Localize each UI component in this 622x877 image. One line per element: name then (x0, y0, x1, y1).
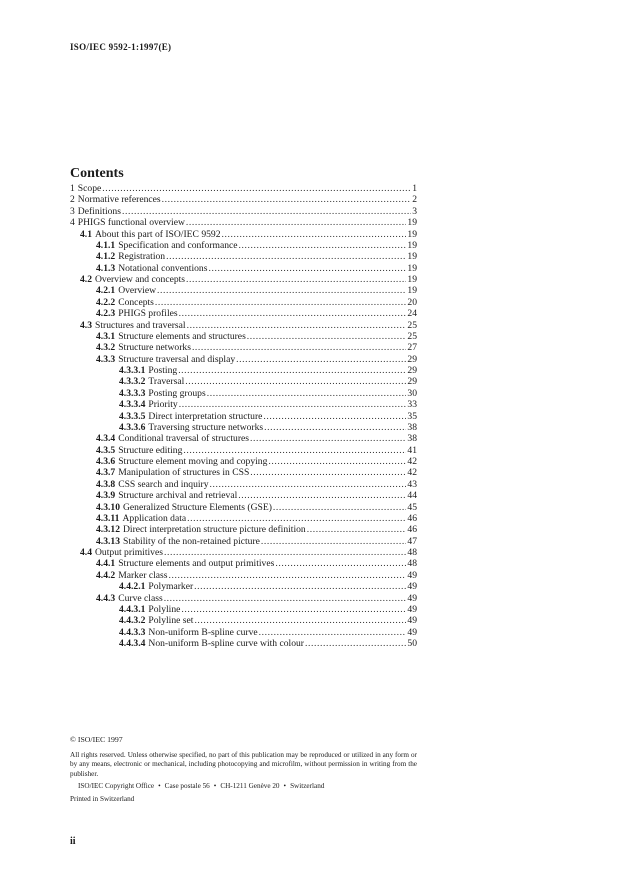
toc-entry[interactable] (70, 638, 417, 649)
toc-leader-dots (181, 604, 406, 615)
toc-entry-number: 4.4.3.4 (119, 638, 146, 649)
toc-entry-title: Structures and traversal (95, 319, 186, 331)
toc-entry-title: Output primitives (95, 547, 163, 558)
toc-entry-title: Conditional traversal of structures (118, 433, 250, 445)
toc-entry-page: 19 (407, 285, 417, 297)
toc-entry-number: 4.3.10 (96, 501, 120, 513)
toc-entry-page: 19 (407, 262, 417, 274)
toc-entry-page: 49 (407, 626, 417, 638)
toc-entry-number: 4.3.7 (96, 467, 116, 479)
toc-entry-title: CSS search and inquiry (118, 478, 209, 490)
toc-entry[interactable] (70, 354, 417, 365)
toc-entry-number: 4.3 (80, 319, 92, 331)
office-country: Switzerland (290, 782, 325, 791)
toc-entry-title: Application data (122, 512, 187, 524)
toc-entry-page: 29 (407, 376, 417, 388)
toc-leader-dots (186, 217, 406, 228)
toc-leader-dots (247, 331, 407, 342)
toc-entry[interactable] (70, 547, 417, 558)
toc-entry-number: 4.3.3.6 (119, 421, 146, 433)
toc-entry-page: 49 (407, 592, 417, 604)
toc-entry-page: 48 (407, 547, 417, 558)
copyright-office-line (70, 782, 417, 792)
toc-entry[interactable] (70, 467, 417, 478)
toc-entry-number: 4.3.8 (96, 478, 116, 490)
toc-entry-title: Structure element moving and copying (118, 456, 268, 467)
toc-entry[interactable] (70, 524, 417, 535)
toc-entry-page: 46 (407, 524, 417, 536)
toc-leader-dots (268, 456, 406, 467)
toc-entry-page: 2 (412, 194, 417, 206)
toc-leader-dots (239, 240, 407, 251)
toc-entry-title: PHIGS functional overview (77, 217, 185, 229)
toc-entry-page: 44 (407, 490, 417, 502)
toc-leader-dots (164, 547, 406, 558)
toc-entry-page: 27 (407, 342, 417, 354)
toc-entry-title: Polyline set (148, 615, 194, 627)
toc-entry[interactable] (70, 229, 417, 240)
toc-entry-page: 1 (412, 183, 417, 194)
toc-leader-dots (250, 433, 406, 444)
toc-leader-dots (157, 285, 406, 296)
office-name: ISO/IEC Copyright Office (78, 782, 155, 791)
toc-entry-number: 4.2 (80, 274, 92, 285)
toc-entry-number: 3 (70, 205, 75, 217)
toc-leader-dots (261, 536, 406, 547)
toc-entry[interactable] (70, 263, 417, 274)
toc-leader-dots (187, 320, 407, 331)
toc-leader-dots (183, 445, 406, 456)
toc-leader-dots (273, 502, 407, 513)
toc-entry-title: Posting (148, 365, 178, 376)
toc-entry-page: 47 (407, 535, 417, 547)
toc-leader-dots (210, 479, 407, 490)
toc-entry-number: 4.3.6 (96, 456, 116, 467)
toc-entry[interactable] (70, 308, 417, 319)
toc-entry-number: 4.1 (80, 228, 92, 240)
page-number: ii (70, 836, 76, 847)
toc-entry[interactable] (70, 536, 417, 547)
toc-entry-number: 4.4.3.3 (119, 626, 146, 638)
toc-leader-dots (263, 411, 406, 422)
toc-leader-dots (186, 274, 406, 285)
toc-leader-dots (166, 251, 406, 262)
toc-entry[interactable] (70, 411, 417, 422)
bullet-separator: • (283, 782, 287, 791)
toc-leader-dots (122, 206, 411, 217)
toc-entry-number: 4.2.2 (96, 296, 116, 308)
toc-entry-page: 48 (407, 558, 417, 570)
toc-entry-page: 3 (412, 205, 417, 217)
toc-entry[interactable] (70, 342, 417, 353)
toc-entry-title: Normative references (77, 194, 161, 206)
toc-entry[interactable] (70, 297, 417, 308)
toc-entry-title: Structure editing (118, 444, 183, 456)
toc-entry-title: Structure networks (118, 342, 191, 354)
toc-entry[interactable] (70, 490, 417, 501)
toc-entry-page: 19 (407, 228, 417, 240)
toc-entry-title: Scope (77, 183, 102, 194)
copyright-footer (70, 735, 417, 805)
toc-entry-number: 4.3.2 (96, 342, 116, 354)
toc-entry-title: Structure elements and structures (118, 330, 246, 342)
toc-entry-number: 4.3.3 (96, 353, 116, 365)
toc-entry-number: 4.3.11 (96, 512, 120, 524)
toc-leader-dots (179, 399, 407, 410)
toc-leader-dots (102, 183, 411, 194)
toc-entry-title: Polyline (148, 603, 181, 615)
toc-entry-title: Definitions (77, 205, 121, 217)
toc-entry[interactable] (70, 581, 417, 592)
toc-entry-title: Stability of the non-retained picture (122, 535, 260, 547)
toc-entry-number: 4.2.1 (96, 285, 116, 297)
bullet-separator: • (213, 782, 217, 791)
toc-entry-page: 49 (407, 615, 417, 627)
toc-entry-number: 4.3.3.2 (119, 376, 146, 388)
toc-leader-dots (238, 490, 406, 501)
toc-entry[interactable] (70, 627, 417, 638)
toc-entry-page: 38 (407, 421, 417, 433)
toc-entry-title: Notational conventions (118, 262, 208, 274)
toc-entry[interactable] (70, 331, 417, 342)
toc-entry-title: Specification and conformance (118, 239, 238, 251)
toc-entry[interactable] (70, 240, 417, 251)
toc-entry-page: 49 (407, 603, 417, 615)
toc-leader-dots (168, 570, 406, 581)
toc-entry[interactable] (70, 604, 417, 615)
toc-entry[interactable] (70, 456, 417, 467)
office-postal: Case postale 56 (164, 782, 210, 791)
toc-entry-number: 4.4.2.1 (119, 581, 146, 593)
toc-leader-dots (187, 513, 406, 524)
document-header: ISO/IEC 9592-1:1997(E) (70, 42, 172, 52)
table-of-contents (70, 183, 417, 649)
toc-leader-dots (164, 593, 407, 604)
toc-entry-number: 4.1.3 (96, 262, 116, 274)
toc-entry-number: 4.4 (80, 547, 92, 558)
office-city: CH-1211 Genève 20 (220, 782, 280, 791)
toc-entry-number: 4.3.12 (96, 524, 120, 536)
toc-entry-number: 4.4.3.1 (119, 603, 146, 615)
toc-entry-page: 19 (407, 274, 417, 285)
printed-in-line: Printed in Switzerland (70, 794, 135, 803)
toc-entry-number: 4.4.3 (96, 592, 116, 604)
toc-entry[interactable] (70, 615, 417, 626)
toc-entry[interactable] (70, 365, 417, 376)
toc-entry-title: Non-uniform B-spline curve (148, 626, 258, 638)
toc-entry-number: 4.2.3 (96, 308, 116, 320)
toc-entry[interactable] (70, 285, 417, 296)
toc-entry-page: 41 (407, 444, 417, 456)
toc-entry-page: 33 (407, 399, 417, 411)
copyright-line: © ISO/IEC 1997 (70, 735, 123, 744)
toc-leader-dots (185, 376, 406, 387)
toc-entry-title: Overview (118, 285, 157, 297)
toc-entry-page: 50 (407, 638, 417, 649)
toc-entry[interactable] (70, 422, 417, 433)
toc-entry-page: 38 (407, 433, 417, 445)
toc-entry-page: 25 (407, 330, 417, 342)
toc-entry-number: 4.1.1 (96, 239, 116, 251)
toc-entry-page: 46 (407, 512, 417, 524)
toc-leader-dots (192, 342, 406, 353)
toc-entry[interactable] (70, 251, 417, 262)
toc-entry[interactable] (70, 570, 417, 581)
toc-entry-page: 42 (407, 467, 417, 479)
toc-entry[interactable] (70, 433, 417, 444)
toc-entry-page: 19 (407, 239, 417, 251)
toc-entry-page: 29 (407, 365, 417, 376)
toc-leader-dots (194, 581, 406, 592)
toc-entry[interactable] (70, 502, 417, 513)
toc-entry-title: Structure traversal and display (118, 353, 236, 365)
toc-entry-title: Curve class (118, 592, 163, 604)
toc-entry-page: 49 (407, 569, 417, 581)
toc-entry-title: Overview and concepts (95, 274, 186, 285)
toc-entry[interactable] (70, 217, 417, 228)
toc-entry[interactable] (70, 388, 417, 399)
toc-entry-title: Non-uniform B-spline curve with colour (148, 638, 304, 649)
toc-leader-dots (222, 229, 407, 240)
toc-entry-number: 4.1.2 (96, 251, 116, 263)
toc-leader-dots (259, 627, 407, 638)
toc-entry-title: Structure elements and output primitives (118, 558, 275, 570)
toc-entry-page: 43 (407, 478, 417, 490)
toc-entry-number: 4.4.2 (96, 569, 116, 581)
toc-entry-number: 4.3.13 (96, 535, 120, 547)
toc-entry-number: 2 (70, 194, 75, 206)
toc-leader-dots (250, 467, 406, 478)
toc-entry-title: About this part of ISO/IEC 9592 (95, 228, 221, 240)
toc-entry-number: 4.4.1 (96, 558, 116, 570)
toc-entry-number: 4.3.3.5 (119, 410, 146, 422)
toc-entry[interactable] (70, 593, 417, 604)
toc-entry[interactable] (70, 558, 417, 569)
toc-entry-title: PHIGS profiles (118, 308, 178, 320)
toc-entry-title: Marker class (118, 569, 168, 581)
toc-entry-number: 4.3.3.1 (119, 365, 146, 376)
toc-leader-dots (178, 365, 406, 376)
toc-entry-page: 45 (407, 501, 417, 513)
toc-entry-page: 24 (407, 308, 417, 320)
bullet-separator: • (158, 782, 161, 791)
toc-entry-number: 1 (70, 183, 75, 194)
toc-entry-number: 4.3.3.4 (119, 399, 146, 411)
toc-entry[interactable] (70, 194, 417, 205)
toc-entry-number: 4.3.9 (96, 490, 116, 502)
toc-entry-number: 4.3.4 (96, 433, 116, 445)
toc-entry[interactable] (70, 399, 417, 410)
toc-entry[interactable] (70, 479, 417, 490)
toc-entry-title: Direct interpretation structure picture definition (122, 524, 306, 536)
toc-entry[interactable] (70, 320, 417, 331)
toc-entry-page: 29 (407, 353, 417, 365)
toc-entry-number: 4.3.3.3 (119, 387, 146, 399)
toc-entry-title: Generalized Structure Elements (GSE) (122, 501, 272, 513)
toc-entry[interactable] (70, 183, 417, 194)
toc-entry[interactable] (70, 206, 417, 217)
toc-entry-title: Traversing structure networks (148, 421, 264, 433)
toc-entry-page: 25 (407, 319, 417, 331)
toc-entry-number: 4.3.1 (96, 330, 116, 342)
toc-entry-title: Traversal (148, 376, 185, 388)
toc-entry-page: 19 (407, 217, 417, 229)
toc-entry-page: 42 (407, 456, 417, 467)
toc-entry-page: 49 (407, 581, 417, 593)
toc-entry-title: Concepts (118, 296, 154, 308)
toc-entry-title: Posting groups (148, 387, 206, 399)
toc-leader-dots (179, 308, 407, 319)
toc-entry-title: Structure archival and retrieval (118, 490, 238, 502)
toc-entry-number: 4.4.3.2 (119, 615, 146, 627)
toc-leader-dots (194, 615, 406, 626)
toc-leader-dots (207, 388, 407, 399)
toc-entry-title: Polymarker (148, 581, 194, 593)
toc-leader-dots (236, 354, 406, 365)
toc-entry[interactable] (70, 376, 417, 387)
toc-leader-dots (307, 524, 407, 535)
toc-leader-dots (305, 638, 406, 649)
toc-entry-title: Manipulation of structures in CSS (118, 467, 250, 479)
toc-entry[interactable] (70, 513, 417, 524)
toc-leader-dots (155, 297, 407, 308)
toc-entry-title: Priority (148, 399, 178, 411)
toc-entry[interactable] (70, 445, 417, 456)
toc-entry-page: 20 (407, 296, 417, 308)
toc-entry-title: Registration (118, 251, 166, 263)
toc-leader-dots (264, 422, 406, 433)
rights-notice: All rights reserved. Unless otherwise specified, no part of this publication may be reproduced or utilized in any form or by any means, electronic or mechanical, including photocopying and microfilm, without permission in writing from the publisher. (70, 750, 417, 778)
toc-entry-title: Direct interpretation structure (148, 410, 263, 422)
toc-entry-page: 30 (407, 387, 417, 399)
toc-entry-page: 19 (407, 251, 417, 263)
toc-leader-dots (208, 263, 406, 274)
toc-leader-dots (275, 558, 406, 569)
toc-entry-number: 4.3.5 (96, 444, 116, 456)
contents-heading: Contents (70, 166, 124, 181)
toc-entry[interactable] (70, 274, 417, 285)
toc-entry-page: 35 (407, 410, 417, 422)
toc-leader-dots (162, 194, 412, 205)
toc-entry-number: 4 (70, 217, 75, 229)
